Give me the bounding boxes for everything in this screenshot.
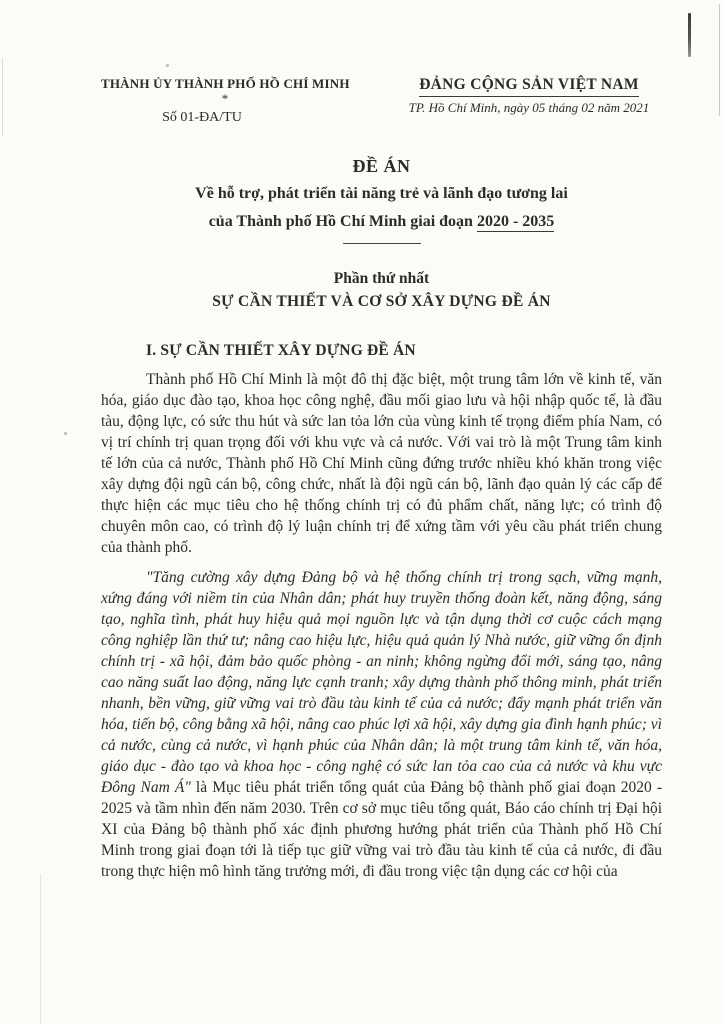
document-title-line-1: Về hỗ trợ, phát triển tài năng trẻ và lãnh đạo tương lai: [195, 185, 568, 202]
scan-edge-line-left: [2, 58, 3, 136]
section-1-paragraph-2: [101, 567, 662, 882]
document-header: [101, 0, 662, 126]
scan-speck: [64, 432, 67, 435]
section-1-heading: I. SỰ CẦN THIẾT XÂY DỰNG ĐỀ ÁN: [146, 341, 416, 359]
document-title-block: [101, 156, 662, 244]
issuing-org-name: THÀNH ỦY THÀNH PHỐ HỒ CHÍ MINH: [101, 76, 350, 91]
document-body: [101, 342, 662, 882]
paragraph-2-continuation: là Mục tiêu phát triển tổng quát của Đảng bộ thành phố giai đoạn 2020 - 2025 và tầm nhìn đến năm 2030. Trên cơ sở mục tiêu tổng quát, Báo cáo chính trị Đại hội XI của Đảng bộ thành phố xác định phương hướng phát triển của Thành phố Hồ Chí Minh trong giai đoạn tới là tiếp tục giữ vững vai trò đầu tàu kinh tế của cả nước, đi đầu trong thực hiện mô hình tăng trưởng mới, đi đầu trong việc tận dụng các cơ hội của: [101, 778, 663, 880]
scan-edge-line-right: [719, 4, 720, 116]
document-title-line-2: [101, 212, 662, 233]
document-content: [101, 0, 662, 882]
party-name: ĐẢNG CỘNG SẢN VIỆT NAM: [419, 76, 639, 97]
issuing-org-block: [101, 76, 349, 126]
place-and-date-line: TP. Hồ Chí Minh, ngày 05 tháng 02 năm 2021: [408, 100, 650, 115]
national-header-block: [396, 76, 662, 116]
part-heading-block: [101, 270, 662, 311]
part-heading: SỰ CẦN THIẾT VÀ CƠ SỞ XÂY DỰNG ĐỀ ÁN: [212, 292, 551, 310]
org-star-separator: *: [221, 91, 229, 106]
title-line-2-prefix: của Thành phố Hồ Chí Minh giai đoạn: [208, 212, 477, 230]
title-separator-rule: [343, 243, 421, 244]
scan-edge-line-bottom-left: [40, 874, 41, 1024]
section-1-paragraph-1: Thành phố Hồ Chí Minh là một đô thị đặc biệt, một trung tâm lớn về kinh tế, văn hóa, giáo dục đào tạo, khoa học công nghệ, đầu mối giao lưu và hội nhập quốc tế, là đầu tàu, động lực, có sức thu hút và sức lan tỏa lớn của vùng kinh tế trọng điểm phía Nam, có vị trí chính trị quan trọng đối với khu vực và cả nước. Với vai trò là một Trung tâm kinh tế lớn của cả nước, Thành phố Hồ Chí Minh cũng đứng trước nhiều khó khăn trong việc xây dựng đội ngũ cán bộ, công chức, nhất là đội ngũ cán bộ, lãnh đạo quản lý các cấp để thực hiện các mục tiêu cho hệ thống chính trị có đủ phẩm chất, năng lực; có trình độ chuyên môn cao, có trình độ lý luận chính trị để xứng tầm với yêu cầu phát triển chung của thành phố.: [101, 370, 662, 556]
party-congress-quote: "Tăng cường xây dựng Đảng bộ và hệ thống chính trị trong sạch, vững mạnh, xứng đáng với niềm tin của Nhân dân; phát huy truyền thống đoàn kết, năng động, sáng tạo, nghĩa tình, phát huy hiệu quả mọi nguồn lực và tận dụng thời cơ cuộc cách mạng công nghiệp lần thứ tư; nâng cao hiệu lực, hiệu quả quản lý Nhà nước, giữ vững ổn định chính trị - xã hội, đảm bảo quốc phòng - an ninh; không ngừng đổi mới, sáng tạo, nâng cao năng suất lao động, năng lực cạnh tranh; xây dựng thành phố thông minh, phát triển nhanh, bền vững, giữ vững vai trò đầu tàu kinh tế của cả nước; đẩy mạnh phát triển văn hóa, tiến bộ, công bằng xã hội, nâng cao phúc lợi xã hội, xây dựng gia đình hạnh phúc; vì cả nước, cùng cả nước, vì hạnh phúc của Nhân dân; là một trung tâm kinh tế, văn hóa, giáo dục - đào tạo và khoa học - công nghệ có sức lan tỏa cao của cả nước và khu vực Đông Nam Á": [101, 568, 662, 796]
document-number: Số 01-ĐA/TU: [162, 110, 242, 125]
part-label: Phần thứ nhất: [333, 269, 430, 287]
document-type-title: ĐỀ ÁN: [352, 156, 411, 176]
scan-mark-top-right: [688, 13, 691, 57]
title-period-underlined: 2020 - 2035: [476, 212, 555, 230]
